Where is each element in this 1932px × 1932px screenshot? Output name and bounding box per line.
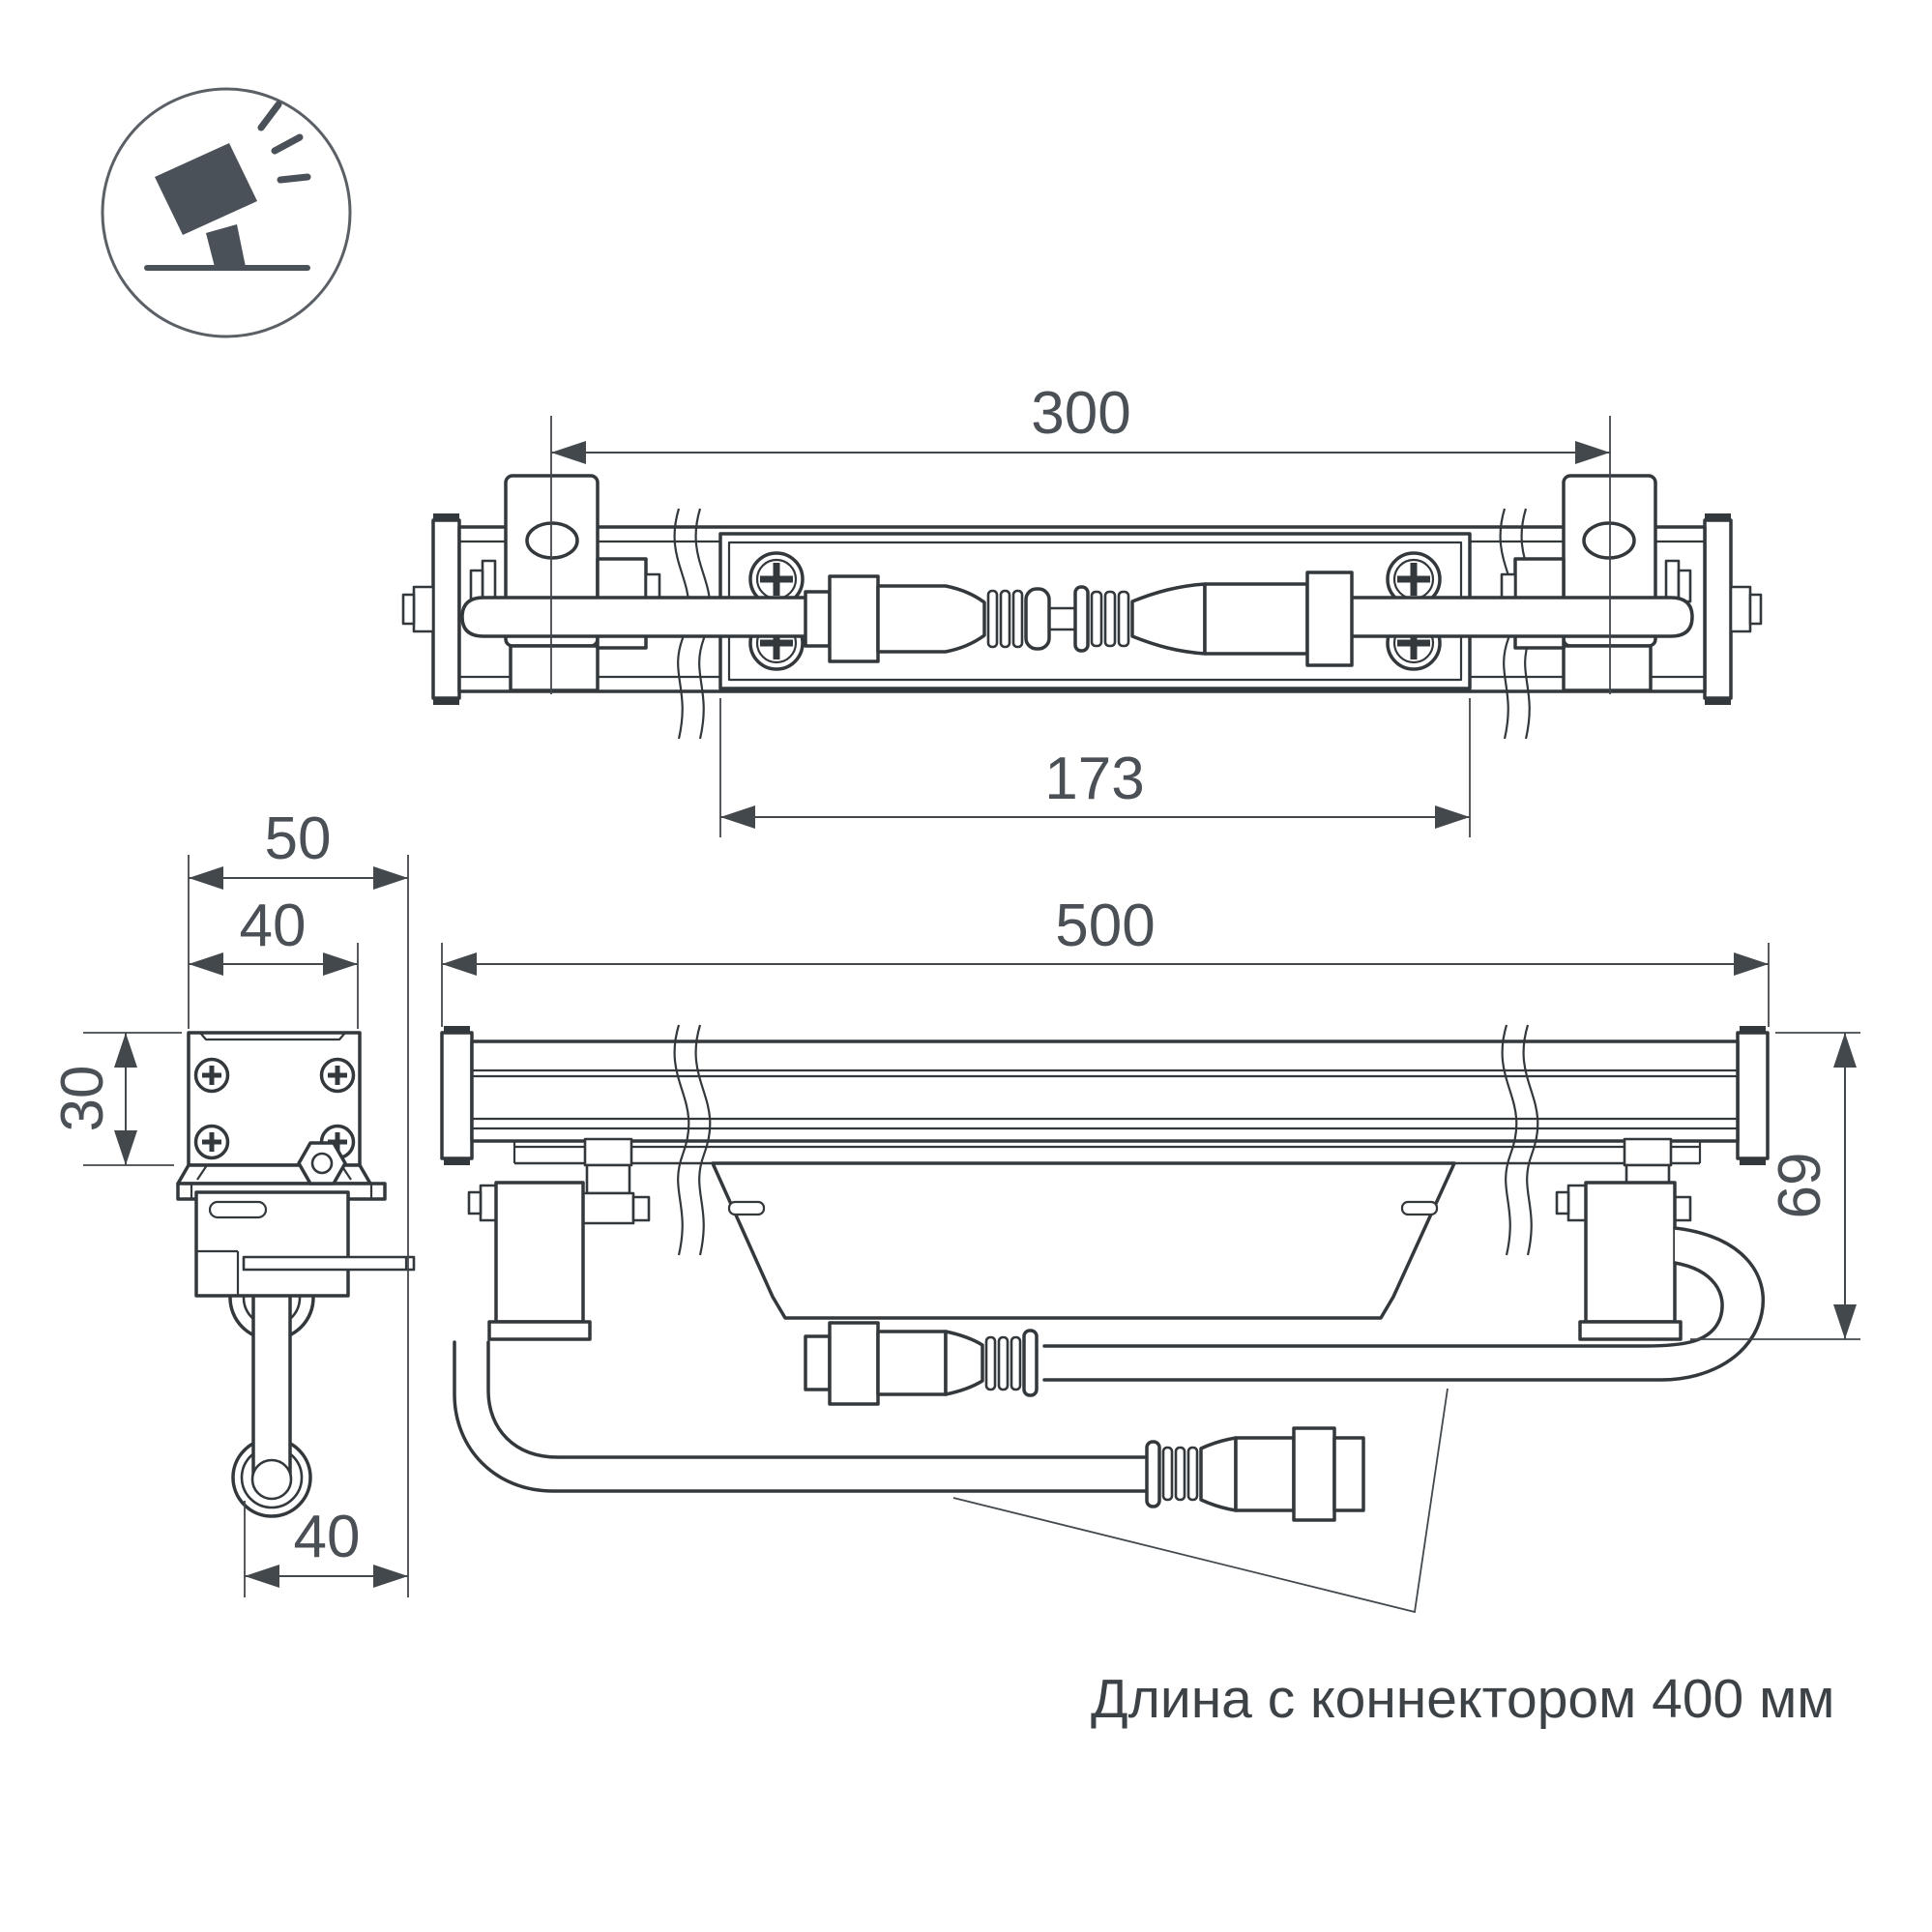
front-view-profile-bar [442,1026,1768,1165]
end-bolt-left [403,587,433,631]
front-view [442,893,1860,1612]
bracket-base-plate [244,1257,414,1270]
dim-label-173: 173 [1044,746,1145,812]
dim-label-40-bottom: 40 [293,1504,361,1570]
dimension-40-top [189,893,358,1029]
connector-male-icon [805,576,1075,661]
screw-icon [196,1127,228,1158]
dimension-173 [720,698,1470,837]
screw-icon [322,1060,354,1092]
profile-clamp-left [580,1139,649,1223]
lamp-body [713,1163,1454,1318]
top-view [403,380,1761,837]
mounting-bracket-left [469,1183,590,1339]
cable-length-note: Длина с коннектором 400 мм [1091,1668,1835,1730]
dim-label-69: 69 [1767,1152,1833,1219]
side-view [49,805,414,1597]
end-bolt-right [1731,587,1761,631]
hex-nut-icon [299,1143,345,1184]
mounting-bracket-right [1557,1183,1681,1339]
dim-label-50: 50 [264,805,332,872]
screw-icon [196,1060,228,1092]
dim-label-500: 500 [1055,893,1156,959]
connector-male-icon [805,1323,1037,1404]
product-type-icon [102,89,350,337]
cable-connector-face [252,1460,291,1499]
dim-label-40-top: 40 [239,893,307,959]
dimension-30 [49,1033,182,1165]
connector-female-icon [1147,1428,1363,1520]
side-view-body [178,1033,385,1199]
dim-label-300: 300 [1031,380,1131,447]
dimension-500 [442,893,1769,1027]
dim-label-30: 30 [49,1065,116,1132]
